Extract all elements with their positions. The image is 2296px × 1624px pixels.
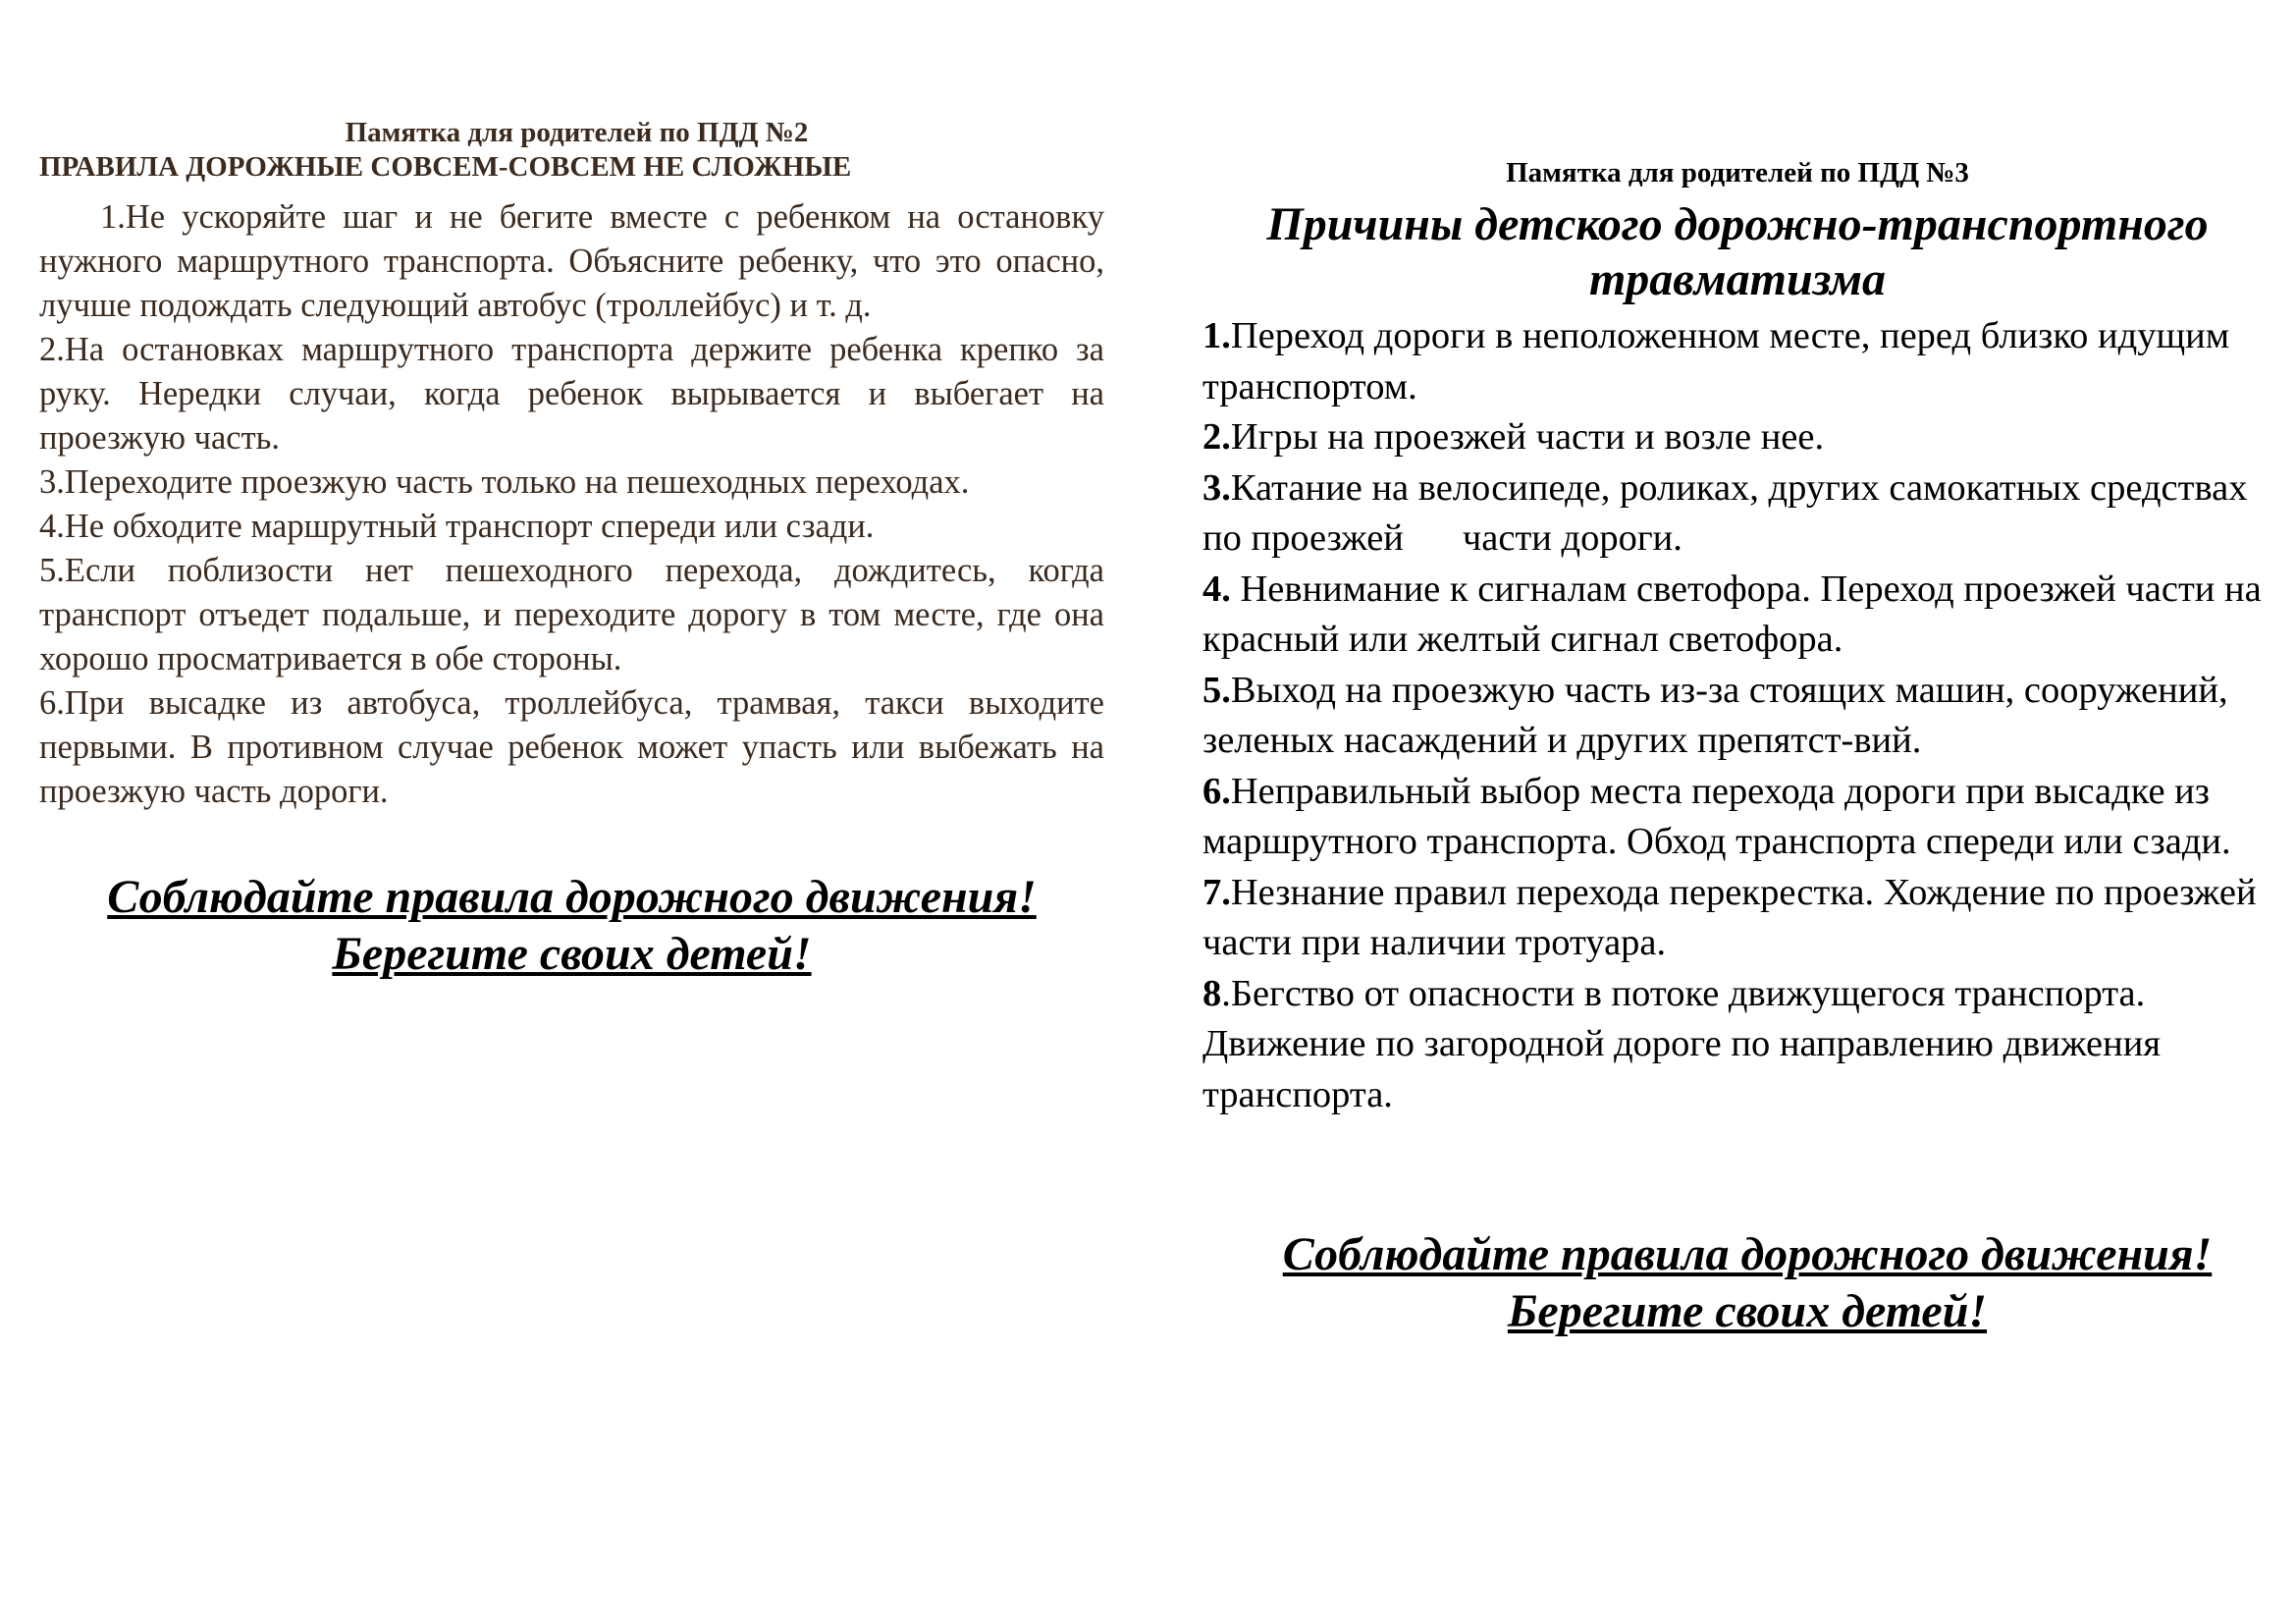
cause-number: 5. (1202, 669, 1231, 711)
left-title: Памятка для родителей по ПДД №2 (345, 117, 809, 148)
cause-text: Незнание правил перехода перекрестка. Хождение по проезжей части при наличии тротуара. (1202, 871, 2257, 963)
right-page (1202, 157, 2272, 1340)
cause-number: 7. (1202, 871, 1231, 913)
left-rule-3: 3.Переходите проезжую часть только на пешеходных переходах. (39, 462, 970, 501)
left-rule-5: 5.Если поблизости нет пешеходного перехода, дождитесь, когда транспорт отъедет подальше, и переходите дорогу в том месте, где она хорошо просматривается в обе стороны. (39, 551, 1104, 677)
cause-number: 8 (1202, 972, 1222, 1014)
cause-text: Выход на проезжую часть из-за стоящих машин, сооружений, зеленых насаждений и других препятст-вий. (1202, 669, 2228, 761)
right-cause-4 (1202, 565, 2272, 666)
left-subtitle: ПРАВИЛА ДОРОЖНЫЕ СОВСЕМ-СОВСЕМ НЕ СЛОЖНЫЕ (39, 151, 852, 184)
left-rule-6: 6.При высадке из автобуса, троллейбуса, трамвая, такси выходите первыми. В противном случае ребенок может упасть или выбежать на проезжую часть дороги. (39, 683, 1104, 810)
right-closing-line-1: Соблюдайте правила дорожного движения! (1282, 1228, 2213, 1280)
right-cause-2 (1202, 412, 2272, 463)
right-cause-7 (1202, 868, 2272, 969)
cause-number: 2. (1202, 416, 1231, 458)
left-closing-line-2: Берегите своих детей! (332, 927, 812, 980)
left-rule-4: 4.Не обходите маршрутный транспорт спереди или сзади. (39, 507, 875, 545)
cause-text: Переход дороги в неположенном месте, перед близко идущим транспортом. (1202, 315, 2230, 407)
right-cause-8 (1202, 969, 2272, 1121)
left-closing (39, 869, 1104, 983)
right-title: Памятка для родителей по ПДД №3 (1506, 157, 1969, 189)
left-closing-line-1: Соблюдайте правила дорожного движения! (107, 870, 1037, 923)
right-closing (1222, 1226, 2272, 1340)
cause-text: .Бегство от опасности в потоке движущегося транспорта. Движение по загородной дороге по направлению движения транспорта. (1202, 972, 2162, 1115)
cause-number: 4. (1202, 568, 1231, 610)
left-rule-2: 2.На остановках маршрутного транспорта держите ребенка крепко за руку. Нередки случаи, когда ребенок вырывается и выбегает на проезжую часть. (39, 330, 1104, 457)
right-cause-6 (1202, 767, 2272, 868)
cause-number: 1. (1202, 315, 1231, 356)
right-cause-3 (1202, 463, 2272, 565)
cause-text: Неправильный выбор места перехода дороги при высадке из маршрутного транспорта. Обход транспорта спереди или сзади. (1202, 770, 2231, 862)
right-cause-5 (1202, 666, 2272, 767)
right-causes-list (1202, 311, 2272, 1120)
cause-number: 3. (1202, 466, 1231, 509)
cause-text-continued: части дороги. (1462, 517, 1682, 559)
left-rules-list (39, 195, 1104, 814)
right-cause-1 (1202, 311, 2272, 412)
cause-text: Катание на велосипеде, роликах, других самокатных средствах по проезжей (1202, 466, 2248, 559)
left-page (39, 116, 1104, 983)
cause-text: Невнимание к сигналам светофора. Переход проезжей части на красный или желтый сигнал светофора. (1202, 568, 2262, 660)
right-heading: Причины детского дорожно-транспортного травматизма (1266, 198, 2209, 305)
cause-text: Игры на проезжей части и возле нее. (1230, 416, 1825, 458)
cause-number: 6. (1202, 770, 1231, 812)
left-heading (39, 116, 1104, 186)
right-closing-line-2: Берегите своих детей! (1507, 1285, 1988, 1337)
left-rule-1: 1.Не ускоряйте шаг и не бегите вместе с ребенком на остановку нужного маршрутного транспорта. Объясните ребенку, что это опасно, лучше подождать следующий автобус (троллейбус) и т. д. (39, 197, 1104, 324)
